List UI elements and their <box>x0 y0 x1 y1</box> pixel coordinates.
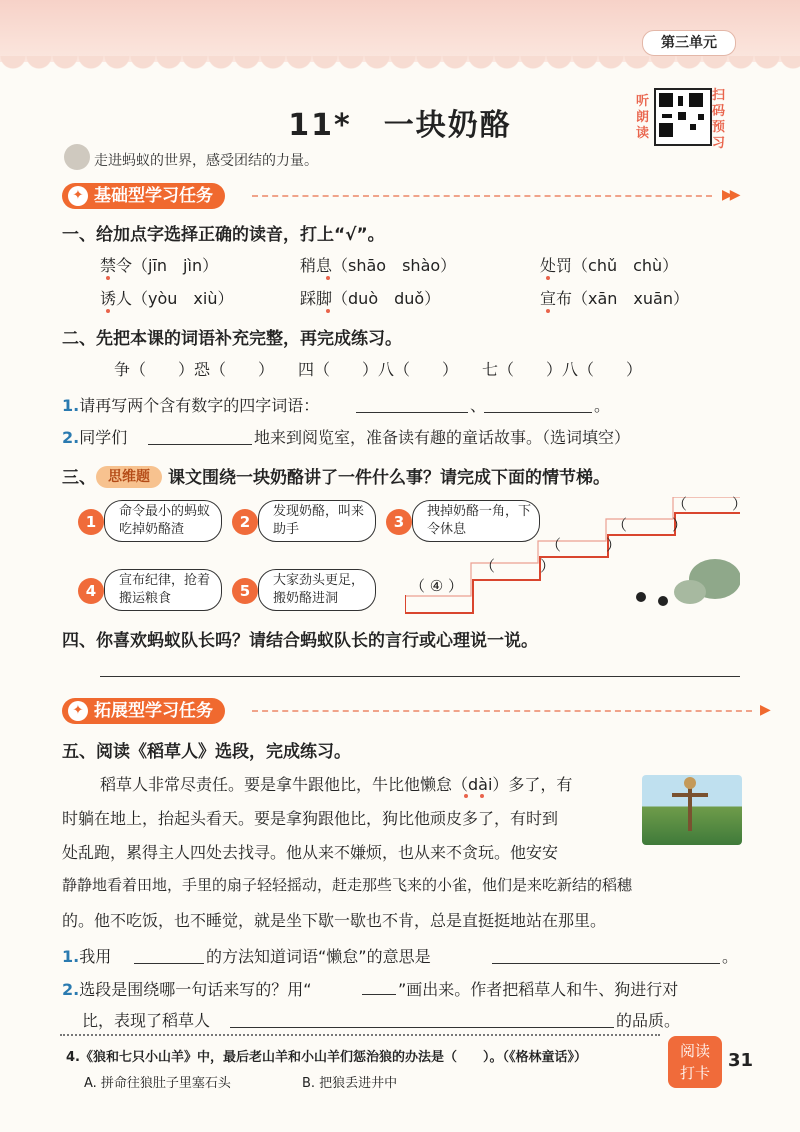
extension-banner-label: 拓展型 <box>94 701 145 721</box>
answer-line[interactable] <box>100 676 740 677</box>
qr-listen-label: 听朗读 <box>636 94 650 141</box>
emphasis-dot <box>546 309 550 313</box>
ladder-blank[interactable]: （ ） <box>480 557 556 575</box>
plot-step: 命令最小的蚂蚁吃掉奶酪渣 <box>104 500 222 542</box>
q5-title: 五、阅读《稻草人》选段，完成练习。 <box>62 742 351 762</box>
passage-line: 稻草人非常尽责任。要是拿牛跟他比，牛比他懒怠（dài）多了，有 <box>100 775 573 794</box>
ladder-blank-4[interactable]: （ ④ ） <box>410 577 463 595</box>
plot-step: 大家劲头更足，搬奶酪进洞 <box>258 569 376 611</box>
q5-sub1: 1.我用 <box>62 947 112 966</box>
basic-banner-task: 学习任务 <box>145 186 213 206</box>
step-number: 5 <box>232 578 258 604</box>
basic-banner <box>62 183 742 209</box>
passage-line: 的。他不吃饭，也不睡觉，就是坐下歇一歇也不肯，总是直挺挺地站在那里。 <box>62 911 607 930</box>
extension-banner <box>62 698 768 724</box>
q3-title: 三、 思维题 课文围绕一块奶酪讲了一件什么事？请完成下面的情节梯。 <box>62 468 610 488</box>
lesson-intro: 走进蚂蚁的世界，感受团结的力量。 <box>94 153 318 169</box>
q1-title: 一、给加点字选择正确的读音，打上“√”。 <box>62 225 385 245</box>
ladder-blank[interactable]: （ ） <box>612 516 688 534</box>
q1-item: 踩脚（duò duǒ） <box>300 289 441 308</box>
emphasis-dot <box>326 276 330 280</box>
step-number: 4 <box>78 578 104 604</box>
page-title: 11* 一块奶酪 <box>288 108 512 143</box>
plot-step: 宣布纪律，抢着搬运粮食 <box>104 569 222 611</box>
emphasis-dot <box>106 309 110 313</box>
basic-banner-label: 基础型 <box>94 186 145 206</box>
extension-banner-pill <box>62 698 225 724</box>
q2-sub2: 2.同学们 <box>62 428 128 447</box>
ladder-blank[interactable]: （ ） <box>546 536 622 554</box>
q5-sub2: 2.选段是围绕哪一句话来写的？用“ <box>62 980 312 999</box>
q1-item: 诱人（yòu xiù） <box>100 289 234 308</box>
plot-step: 拽掉奶酪一角，下令休息 <box>412 500 540 542</box>
thinking-tag: 思维题 <box>96 466 162 488</box>
step-number: 2 <box>232 509 258 535</box>
emphasis-dot <box>480 794 484 798</box>
page-number: 31 <box>728 1050 754 1071</box>
answer-line[interactable] <box>362 994 396 995</box>
emphasis-dot <box>464 794 468 798</box>
unit-label: 第三单元 <box>642 30 736 56</box>
lightbulb-icon: ✦ <box>68 186 88 206</box>
footer-option-a[interactable]: A. 拼命往狼肚子里塞石头 <box>84 1076 231 1091</box>
step-number: 3 <box>386 509 412 535</box>
ladder-blank[interactable]: （ ） <box>672 495 748 513</box>
scallop-border <box>0 56 800 82</box>
plot-ladder <box>405 497 740 615</box>
passage-line: 静静地看着田地，手里的扇子轻轻摇动，赶走那些飞来的小雀，他们是来吃新结的稻穗 <box>62 876 633 894</box>
q1-item: 禁令（jīn jìn） <box>100 256 219 275</box>
passage-line: 处乱跑，累得主人四处去找寻。他从来不嫌烦，也从来不贪玩。他安安 <box>62 843 559 862</box>
ant-icon <box>64 144 90 170</box>
step-number: 1 <box>78 509 104 535</box>
footer-divider <box>60 1034 660 1036</box>
answer-line[interactable] <box>134 963 204 964</box>
answer-line[interactable] <box>492 963 720 964</box>
arrow-right-icon: ▶ <box>760 702 768 718</box>
footer-option-b[interactable]: B. 把狼丢进井中 <box>302 1076 398 1091</box>
q1-item: 稍息（shāo shào） <box>300 256 457 275</box>
qr-preview-label: 扫码预习 <box>712 88 726 151</box>
answer-line[interactable] <box>484 412 592 413</box>
q2-sub1: 1.请再写两个含有数字的四字词语： <box>62 396 320 415</box>
arrow-right-icon: ▶▶ <box>722 187 738 203</box>
q1-item: 宣布（xān xuān） <box>540 289 689 308</box>
qr-code-icon[interactable] <box>654 88 712 146</box>
basic-banner-pill <box>62 183 225 209</box>
q1-item: 处罚（chǔ chù） <box>540 256 679 275</box>
answer-line[interactable] <box>148 444 252 445</box>
emphasis-dot <box>546 276 550 280</box>
scarecrow-illustration <box>642 775 742 845</box>
emphasis-dot <box>106 276 110 280</box>
answer-line[interactable] <box>356 412 468 413</box>
plot-step: 发现奶酪，叫来助手 <box>258 500 376 542</box>
passage-line: 时躺在地上，抬起头看天。要是拿狗跟他比，狗比他顽皮多了，有时到 <box>62 809 559 828</box>
q2-fill-blanks[interactable]: 争（ ）恐（ ） 四（ ）八（ ） 七（ ）八（ ） <box>114 360 643 379</box>
answer-line[interactable] <box>230 1027 614 1028</box>
reading-checkin-badge[interactable]: 阅读 打卡 <box>668 1036 722 1088</box>
lightbulb-icon: ✦ <box>68 701 88 721</box>
extension-banner-task: 学习任务 <box>145 701 213 721</box>
q2-title: 二、先把本课的词语补充完整，再完成练习。 <box>62 329 402 349</box>
emphasis-dot <box>326 309 330 313</box>
footer-question: 4.《狼和七只小山羊》中，最后老山羊和小山羊们惩治狼的办法是（ ）。（《格林童话》） <box>66 1050 587 1065</box>
q4-title: 四、你喜欢蚂蚁队长吗？请结合蚂蚁队长的言行或心理说一说。 <box>62 631 538 651</box>
